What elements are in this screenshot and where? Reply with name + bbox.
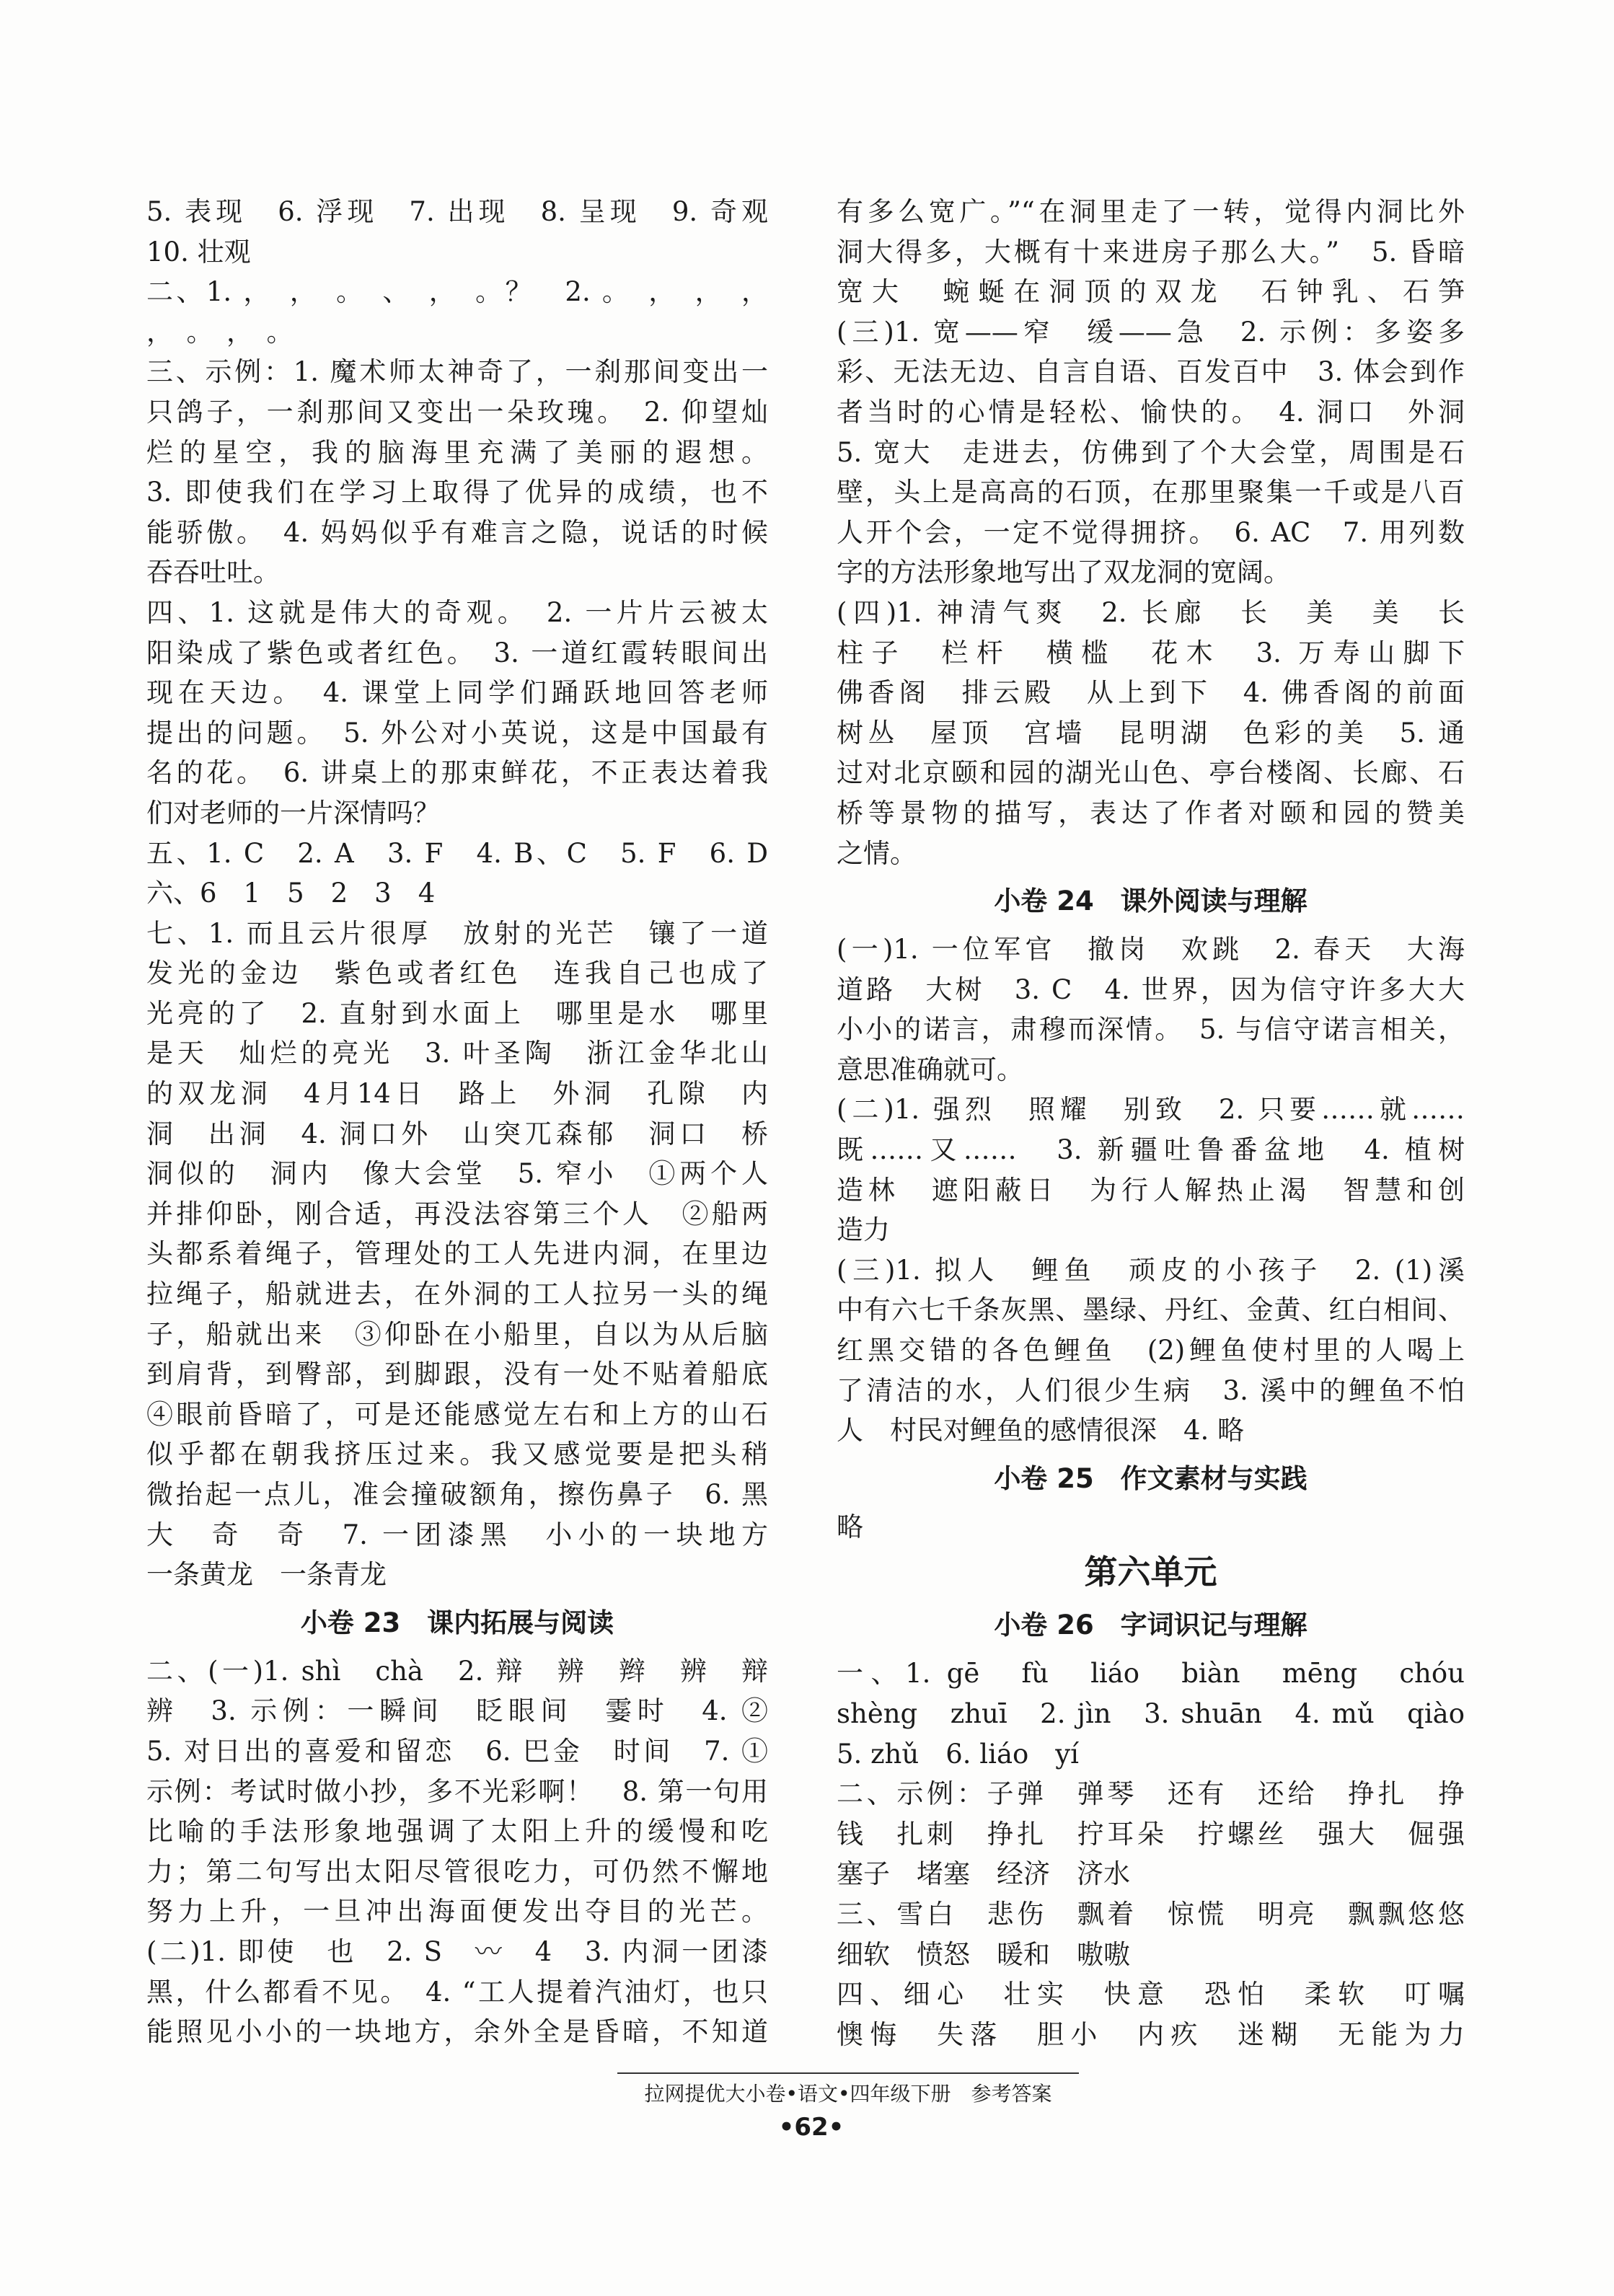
answer-line: 力；第二句写出太阳尽管很吃力，可仍然不懈地: [146, 1855, 768, 1887]
answer-line: 一、1. gē fù liáo biàn mēng chóu: [837, 1658, 1465, 1690]
answer-line: 们对老师的一片深情吗？: [146, 797, 440, 829]
answer-line: 名的花。 6. 讲桌上的那束鲜花，不正表达着我: [146, 757, 768, 789]
answer-line: 人开个会，一定不觉得拥挤。 6. AC 7. 用列数: [837, 516, 1465, 548]
section-heading-24: 小卷 24 课外阅读与理解: [994, 886, 1307, 917]
answer-line: 道路 大树 3. C 4. 世界，因为信守许多大大: [837, 973, 1465, 1005]
answer-line: 能骄傲。 4. 妈妈似乎有难言之隐，说话的时候: [146, 516, 768, 548]
answer-line: 努力上升，一旦冲出海面便发出夺目的光芒。: [146, 1896, 768, 1928]
answer-line: (四)1. 神清气爽 2. 长廊 长 美 美 长: [837, 596, 1465, 628]
answer-line: 桥等景物的描写，表达了作者对颐和园的赞美: [837, 797, 1465, 829]
answer-line: 小小的诺言，肃穆而深情。 5. 与信守诺言相关，: [837, 1014, 1465, 1046]
answer-line: 宽大 蜿蜒在洞顶的双龙 石钟乳、石笋: [837, 276, 1465, 308]
answer-line: 三、示例：1. 魔术师太神奇了，一刹那间变出一: [146, 356, 768, 388]
answer-line: 意思准确就可。: [837, 1054, 1023, 1085]
answer-line: 辨 3. 示例：一瞬间 眨眼间 霎时 4. ②: [146, 1695, 768, 1727]
answer-line: 略: [837, 1511, 863, 1542]
answer-line: ④眼前昏暗了，可是还能感觉左右和上方的山石: [146, 1398, 768, 1430]
answer-line: 四、细心 壮实 快意 恐怕 柔软 叮嘱: [837, 1979, 1465, 2010]
answer-line: 能照见小小的一块地方，余外全是昏暗，不知道: [146, 2016, 768, 2048]
answer-line: 比喻的手法形象地强调了太阳上升的缓慢和吃: [146, 1816, 768, 1847]
answer-line: 是天 灿烂的亮光 3. 叶圣陶 浙江金华北山: [146, 1038, 768, 1069]
answer-line: 二、(一)1. shì chà 2. 辩 辨 辫 辨 辩: [146, 1655, 768, 1687]
answer-line: 钱 扎刺 挣扎 拧耳朵 拧螺丝 强大 倔强: [837, 1818, 1465, 1850]
footer-divider: [617, 2072, 1079, 2074]
answer-line: 10. 壮观: [146, 236, 251, 268]
answer-line: 过对北京颐和园的湖光山色、亭台楼阁、长廊、石: [837, 757, 1465, 789]
answer-line: (一)1. 一位军官 撤岗 欢跳 2. 春天 大海: [837, 934, 1465, 966]
answer-line: 二、示例：子弹 弹琴 还有 还给 挣扎 挣: [837, 1778, 1465, 1810]
answer-line: 一条黄龙 一条青龙: [146, 1559, 387, 1591]
answer-line: 只鸽子，一刹那间又变出一朵玫瑰。 2. 仰望灿: [146, 396, 768, 428]
footer-title: 拉网提优大小卷•语文•四年级下册 参考答案: [644, 2082, 1052, 2106]
page-number: •62•: [778, 2113, 845, 2142]
answer-line: 提出的问题。 5. 外公对小英说，这是中国最有: [146, 717, 768, 749]
answer-line: 彩、无法无边、自言自语、百发百中 3. 体会到作: [837, 356, 1465, 388]
answer-line: 阳染成了紫色或者红色。 3. 一道红霞转眼间出: [146, 637, 768, 668]
answer-line: (二)1. 即使 也 2. S 〰 4 3. 内洞一团漆: [146, 1935, 768, 1967]
answer-line: 微抬起一点儿，准会撞破额角，擦伤鼻子 6. 黑: [146, 1479, 768, 1510]
answer-line: 示例：考试时做小抄，多不光彩啊！ 8. 第一句用: [146, 1775, 768, 1807]
answer-line: shèng zhuī 2. jìn 3. shuān 4. mǔ qiào: [837, 1698, 1465, 1729]
answer-line: 懊悔 失落 胆小 内疚 迷糊 无能为力: [837, 2018, 1465, 2050]
answer-line: 细软 愤怒 暖和 嗷嗷: [837, 1938, 1130, 1970]
answer-line: 四、1. 这就是伟大的奇观。 2. 一片片云被太: [146, 596, 768, 628]
answer-line: 六、6 1 5 2 3 4: [146, 878, 436, 909]
answer-line: 洞大得多，大概有十来进房子那么大。” 5. 昏暗: [837, 236, 1465, 268]
answer-line: 5. 对日出的喜爱和留恋 6. 巴金 时间 7. ①: [146, 1735, 768, 1767]
answer-line: 的双龙洞 4月14日 路上 外洞 孔隙 内: [146, 1078, 768, 1110]
answer-line: 黑，什么都看不见。 4. “工人提着汽油灯，也只: [146, 1976, 768, 2008]
answer-line: 造林 遮阳蔽日 为行人解热止渴 智慧和创: [837, 1174, 1465, 1206]
answer-line: 光亮的了 2. 直射到水面上 哪里是水 哪里: [146, 997, 768, 1029]
answer-line: 洞 出洞 4. 洞口外 山突兀森郁 洞口 桥: [146, 1118, 768, 1149]
answer-line: 佛香阁 排云殿 从上到下 4. 佛香阁的前面: [837, 677, 1465, 709]
answer-line: 造力: [837, 1214, 890, 1246]
answer-line: 5. 表现 6. 浮现 7. 出现 8. 呈现 9. 奇观: [146, 196, 768, 227]
section-heading-23: 小卷 23 课内拓展与阅读: [300, 1607, 614, 1638]
answer-line: 既……又…… 3. 新疆吐鲁番盆地 4. 植树: [837, 1134, 1465, 1166]
answer-line: 之情。: [837, 837, 917, 869]
answer-line: (三)1. 拟人 鲤鱼 顽皮的小孩子 2. (1)溪: [837, 1254, 1465, 1286]
answer-line: 有多么宽广。”“在洞里走了一转，觉得内洞比外: [837, 196, 1465, 227]
answer-line: 二、1. ， ， 。 、 ， 。？ 2. 。 ， ， ，: [146, 276, 768, 308]
answer-line: 头都系着绳子，管理处的工人先进内洞，在里边: [146, 1238, 768, 1270]
answer-line: 树丛 屋顶 宫墙 昆明湖 色彩的美 5. 通: [837, 717, 1465, 749]
answer-line: 5. zhǔ 6. liáo yí: [837, 1738, 1080, 1770]
answer-line: 烂的星空，我的脑海里充满了美丽的遐想。: [146, 436, 768, 468]
answer-line: 到肩背，到臀部，到脚跟，没有一处不贴着船底: [146, 1359, 768, 1390]
answer-line: 子，船就出来 ③仰卧在小船里，自以为从后脑: [146, 1318, 768, 1350]
answer-line: 五、1. C 2. A 3. F 4. B、C 5. F 6. D: [146, 837, 768, 869]
answer-line: 塞子 堵塞 经济 济水: [837, 1858, 1130, 1890]
answer-line: 者当时的心情是轻松、愉快的。 4. 洞口 外洞: [837, 396, 1465, 428]
right-column: [837, 192, 1465, 2054]
answer-line: 三、雪白 悲伤 飘着 惊慌 明亮 飘飘悠悠: [837, 1898, 1465, 1930]
answer-line: 了清洁的水，人们很少生病 3. 溪中的鲤鱼不怕: [837, 1374, 1465, 1406]
answer-line: 大 奇 奇 7. 一团漆黑 小小的一块地方: [146, 1519, 768, 1550]
answer-line: (二)1. 强烈 照耀 别致 2. 只要……就……: [837, 1094, 1465, 1126]
answer-line: 柱子 栏杆 横槛 花木 3. 万寿山脚下: [837, 637, 1465, 668]
answer-line: 洞似的 洞内 像大会堂 5. 窄小 ①两个人: [146, 1158, 768, 1190]
answer-line: 七、1. 而且云片很厚 放射的光芒 镶了一道: [146, 917, 768, 949]
unit-title: 第六单元: [1084, 1553, 1217, 1592]
answer-line: 红黑交错的各色鲤鱼 (2)鲤鱼使村里的人喝上: [837, 1335, 1465, 1366]
answer-line: ， 。 ， 。: [146, 316, 294, 348]
answer-line: 3. 即使我们在学习上取得了优异的成绩，也不: [146, 477, 768, 508]
answer-line: 发光的金边 紫色或者红色 连我自己也成了: [146, 958, 768, 989]
answer-line: 拉绳子，船就进去，在外洞的工人拉另一头的绳: [146, 1279, 768, 1310]
answer-line: 5. 宽大 走进去，仿佛到了个大会堂，周围是石: [837, 436, 1465, 468]
answer-line: (三)1. 宽——窄 缓——急 2. 示例：多姿多: [837, 316, 1465, 348]
answer-line: 字的方法形象地写出了双龙洞的宽阔。: [837, 557, 1290, 588]
section-heading-25: 小卷 25 作文素材与实践: [994, 1462, 1307, 1494]
answer-line: 中有六七千条灰黑、墨绿、丹红、金黄、红白相间、: [837, 1294, 1465, 1326]
answer-line: 壁，头上是高高的石顶，在那里聚集一千或是八百: [837, 477, 1465, 508]
section-heading-26: 小卷 26 字词识记与理解: [994, 1610, 1307, 1641]
left-column: [146, 192, 768, 2052]
answer-line: 吞吞吐吐。: [146, 557, 280, 588]
answer-line: 人 村民对鲤鱼的感情很深 4. 略: [837, 1415, 1245, 1447]
answer-line: 现在天边。 4. 课堂上同学们踊跃地回答老师: [146, 677, 768, 709]
answer-line: 似乎都在朝我挤压过来。我又感觉要是把头稍: [146, 1439, 768, 1470]
answer-line: 并排仰卧，刚合适，再没法容第三个人 ②船两: [146, 1198, 768, 1229]
